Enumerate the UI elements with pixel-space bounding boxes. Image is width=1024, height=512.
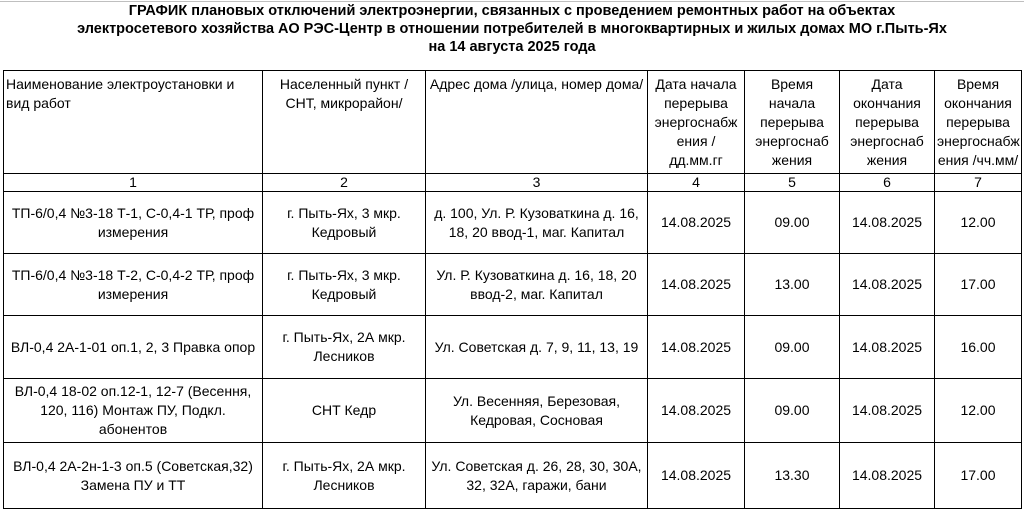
end-date-cell: 14.08.2025 [840,443,935,509]
end-time-cell: 16.00 [935,316,1022,379]
address-cell: Ул. Советская д. 26, 28, 30, 30А, 32, 32А, гаражи, бани [426,443,648,509]
locality-cell: г. Пыть-Ях, 3 мкр. Кедровый [263,254,426,316]
outage-schedule-table [3,70,1022,509]
title-line-3: на 14 августа 2025 года [428,39,596,55]
column-number: 1 [4,174,263,192]
header-cell: Время начала перерыва энергоснаб жения [745,71,840,174]
document-title [0,2,1024,56]
start-date-cell: 14.08.2025 [648,379,745,443]
equipment-cell: ВЛ-0,4 2А-1-01 оп.1, 2, 3 Правка опор [4,316,263,379]
table-row [4,316,1022,379]
end-time-cell: 12.00 [935,192,1022,254]
end-time-cell: 17.00 [935,254,1022,316]
address-cell: д. 100, Ул. Р. Кузоваткина д. 16, 18, 20 ввод-1, маг. Капитал [426,192,648,254]
start-date-cell: 14.08.2025 [648,316,745,379]
equipment-cell: ВЛ-0,4 2А-2н-1-3 оп.5 (Советская,32) Замена ПУ и ТТ [4,443,263,509]
column-number-row [4,174,1022,192]
table-row [4,379,1022,443]
start-time-cell: 13.30 [745,443,840,509]
table-row [4,443,1022,509]
start-date-cell: 14.08.2025 [648,192,745,254]
header-cell: Дата окончания перерыва энергоснаб жения [840,71,935,174]
header-cell: Адрес дома /улица, номер дома/ [426,71,648,174]
header-cell: Наименование электроустановки и вид работ [4,71,263,174]
start-date-cell: 14.08.2025 [648,443,745,509]
end-time-cell: 17.00 [935,443,1022,509]
end-date-cell: 14.08.2025 [840,379,935,443]
locality-cell: СНТ Кедр [263,379,426,443]
column-number: 6 [840,174,935,192]
title-line-1: ГРАФИК плановых отключений электроэнергии, связанных с проведением ремонтных работ на объектах [128,3,896,19]
equipment-cell: ТП-6/0,4 №3-18 Т-1, С-0,4-1 ТР, проф измерения [4,192,263,254]
header-cell: Населенный пункт /СНТ, микрорайон/ [263,71,426,174]
header-cell: Время окончания перерыва энергоснабж ения /чч.мм/ [935,71,1022,174]
start-time-cell: 09.00 [745,379,840,443]
address-cell: Ул. Советская д. 7, 9, 11, 13, 19 [426,316,648,379]
column-number: 2 [263,174,426,192]
header-row [4,71,1022,174]
end-date-cell: 14.08.2025 [840,316,935,379]
start-time-cell: 09.00 [745,316,840,379]
title-line-2: электросетевого хозяйства АО РЭС-Центр в отношении потребителей в многоквартирных и жилых домах МО г.Пыть-Ях [77,21,947,37]
equipment-cell: ВЛ-0,4 18-02 оп.12-1, 12-7 (Весення, 120, 116) Монтаж ПУ, Подкл. абонентов [4,379,263,443]
column-number: 7 [935,174,1022,192]
start-time-cell: 09.00 [745,192,840,254]
end-time-cell: 12.00 [935,379,1022,443]
address-cell: Ул. Весенняя, Березовая, Кедровая, Сосновая [426,379,648,443]
locality-cell: г. Пыть-Ях, 2А мкр. Лесников [263,316,426,379]
end-date-cell: 14.08.2025 [840,192,935,254]
column-number: 4 [648,174,745,192]
table-row [4,192,1022,254]
column-number: 5 [745,174,840,192]
start-time-cell: 13.00 [745,254,840,316]
header-cell: Дата начала перерыва энергоснабж ения /дд.мм.гг [648,71,745,174]
start-date-cell: 14.08.2025 [648,254,745,316]
end-date-cell: 14.08.2025 [840,254,935,316]
table-row [4,254,1022,316]
equipment-cell: ТП-6/0,4 №3-18 Т-2, С-0,4-2 ТР, проф измерения [4,254,263,316]
address-cell: Ул. Р. Кузоваткина д. 16, 18, 20 ввод-2, маг. Капитал [426,254,648,316]
locality-cell: г. Пыть-Ях, 3 мкр. Кедровый [263,192,426,254]
column-number: 3 [426,174,648,192]
locality-cell: г. Пыть-Ях, 2А мкр. Лесников [263,443,426,509]
